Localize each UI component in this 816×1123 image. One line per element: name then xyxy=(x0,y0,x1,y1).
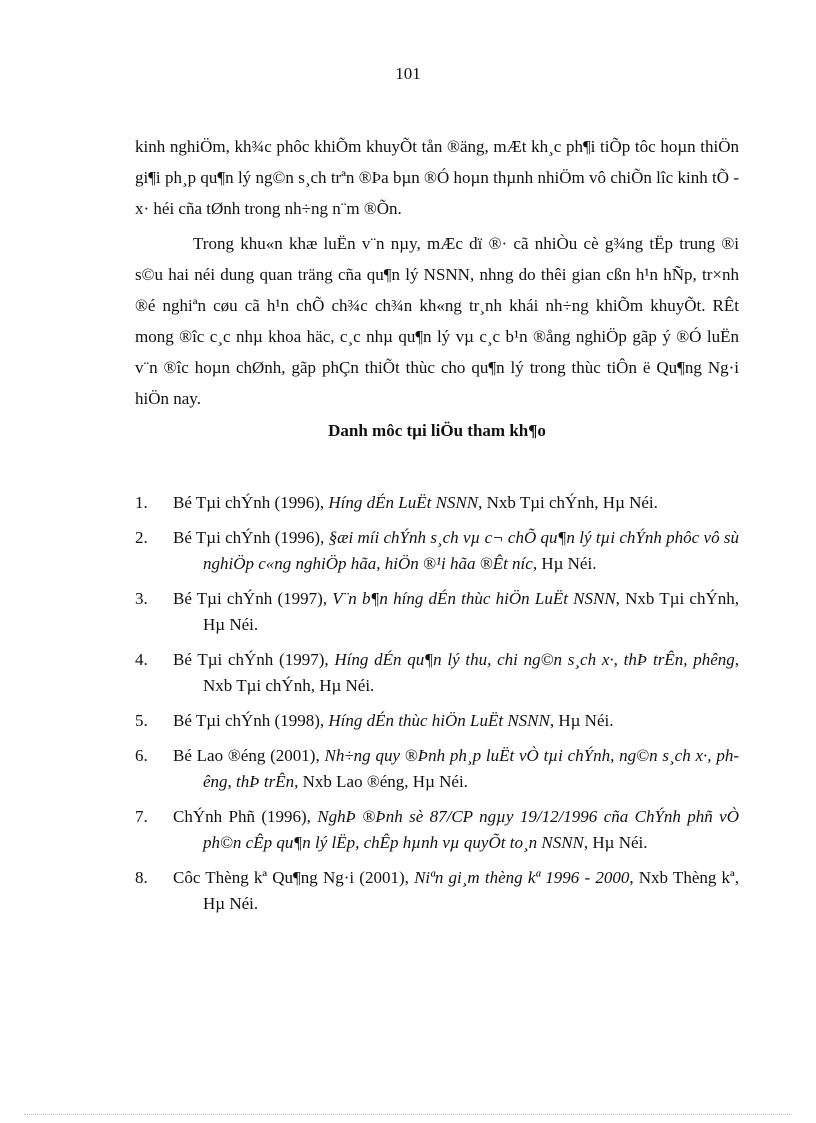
reference-author: Côc Thèng kª Qu¶ng Ng·i (2001), xyxy=(173,868,415,887)
reference-publisher: , Hµ Néi. xyxy=(583,833,648,852)
reference-item xyxy=(135,525,739,577)
paragraph-limitations: Trong khu«n khæ luËn v¨n nµy, mÆc dï ®· cã nhiÒu cè g¾ng tËp trung ®i s©u hai néi dung quan träng cña qu¶n lý NSNN, nhng do thêi gian cßn h¹n hÑp, tr×nh ®é nghiªn cøu cã h¹n chÕ ch¾c ch¾n kh«ng tr¸nh khái nh÷ng khiÕm khuyÕt. RÊt mong ®îc c¸c nhµ khoa häc, c¸c nhµ qu¶n lý vµ c¸c b¹n ®ång nghiÖp gãp ý ®Ó luËn v¨n ®îc hoµn chØnh, gãp phÇn thiÕt thùc cho qu¶n lý trong thùc tiÔn ë Qu¶ng Ng·i hiÖn nay. xyxy=(135,234,739,408)
reference-item xyxy=(135,708,739,734)
reference-number: 5. xyxy=(135,711,148,730)
page-number: 101 xyxy=(395,64,421,83)
reference-author: Bé Lao ®éng (2001), xyxy=(173,746,325,765)
reference-author: ChÝnh Phñ (1996), xyxy=(173,807,318,826)
reference-title: Híng dÉn qu¶n lý thu, chi ng©n s¸ch x·, thÞ trÊn, phêng xyxy=(334,650,735,669)
reference-title: Niªn gi¸m thèng kª 1996 - 2000 xyxy=(414,868,630,887)
reference-title: NghÞ ®Þnh sè 87/CP ngµy 19/12/1996 cña ChÝnh phñ vÒ ph©n cÊp qu¶n lý lËp, chÊp hµnh vµ quyÕt to¸n NSNN xyxy=(203,807,739,852)
reference-publisher: , Nxb Tµi chÝnh, Hµ Néi. xyxy=(203,650,739,695)
reference-publisher: , Nxb Lao ®éng, Hµ Néi. xyxy=(294,772,468,791)
reference-item xyxy=(135,743,739,795)
reference-author: Bé Tµi chÝnh (1998), xyxy=(173,711,329,730)
reference-title: Nh÷ng quy ®Þnh ph¸p luËt vÒ tµi chÝnh, ng©n s¸ch x·, phêng, thÞ trÊn xyxy=(203,746,739,791)
reference-title: V¨n b¶n híng dÉn thùc hiÖn LuËt NSNN xyxy=(332,589,616,608)
reference-item xyxy=(135,647,739,699)
reference-title: Híng dÉn thùc hiÖn LuËt NSNN xyxy=(328,711,550,730)
reference-publisher: , Nxb Thèng kª, Hµ Néi. xyxy=(203,868,739,913)
reference-author: Bé Tµi chÝnh (1996), xyxy=(173,493,329,512)
reference-publisher: , Nxb Tµi chÝnh, Hµ Néi. xyxy=(478,493,658,512)
reference-item xyxy=(135,490,739,516)
paragraph-conclusion-continued: kinh nghiÖm, kh¾c phôc khiÕm khuyÕt tån ®äng, mÆt kh¸c ph¶i tiÕp tôc hoµn thiÖn gi¶i ph¸p qu¶n lý ng©n s¸ch trªn ®Þa bµn ®Ó hoµn thµnh nhiÖm vô chiÕn lîc kinh tÕ - x· héi cña tØnh trong nh÷ng n¨m ®Õn. xyxy=(135,137,739,218)
reference-publisher: , Hµ Néi. xyxy=(549,711,614,730)
reference-number: 7. xyxy=(135,807,148,826)
reference-number: 4. xyxy=(135,650,148,669)
reference-publisher: , Nxb Tµi chÝnh, Hµ Néi. xyxy=(203,589,740,634)
reference-author: Bé Tµi chÝnh (1997), xyxy=(173,650,335,669)
reference-number: 2. xyxy=(135,528,148,547)
reference-title: §æi míi chÝnh s¸ch vµ c¬ chÕ qu¶n lý tµi chÝnh phôc vô sù nghiÖp c«ng nghiÖp hãa, hiÖn ®¹i hãa ®Êt níc xyxy=(203,528,739,573)
reference-number: 8. xyxy=(135,868,148,887)
reference-number: 3. xyxy=(135,589,148,608)
reference-number: 1. xyxy=(135,493,148,512)
footer-divider xyxy=(24,1114,792,1115)
reference-item xyxy=(135,586,739,638)
reference-item xyxy=(135,865,739,917)
reference-item xyxy=(135,804,739,856)
reference-number: 6. xyxy=(135,746,148,765)
reference-author: Bé Tµi chÝnh (1997), xyxy=(173,589,333,608)
reference-author: Bé Tµi chÝnh (1996), xyxy=(173,528,329,547)
page-body xyxy=(135,131,739,926)
references-list xyxy=(135,490,739,917)
reference-title: Híng dÉn LuËt NSNN xyxy=(328,493,479,512)
references-heading: Danh môc tµi liÖu tham kh¶o xyxy=(328,421,546,440)
reference-publisher: , Hµ Néi. xyxy=(532,554,597,573)
